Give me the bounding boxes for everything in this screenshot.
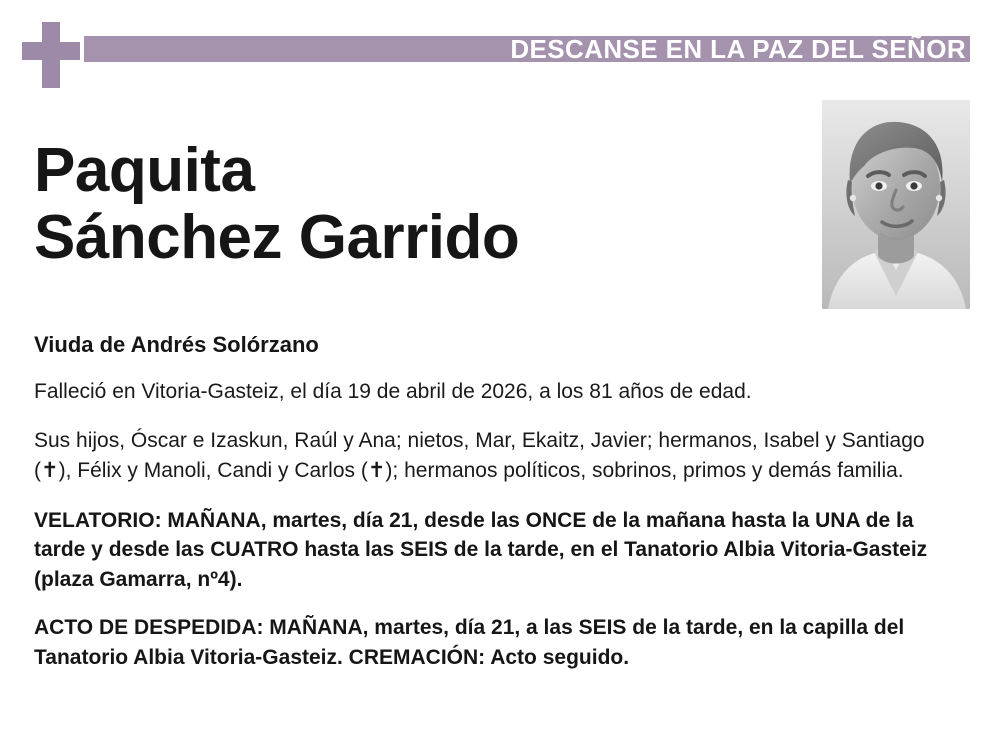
deceased-last-name: Sánchez Garrido [34,202,520,272]
surviving-family-line: Sus hijos, Óscar e Izaskun, Raúl y Ana; nietos, Mar, Ekaitz, Javier; hermanos, Isabel y Santiago (✝), Félix y Manoli, Candi y Carlos (✝); hermanos políticos, sobrinos, primos y demás familia. [34,429,925,482]
page-title [34,138,794,272]
header-band [0,0,984,96]
cross-icon [22,22,80,88]
banner-text: DESCANSE EN LA PAZ DEL SEÑOR [510,34,966,64]
cross-horizontal-bar [22,42,80,60]
portrait-photo [822,100,970,309]
obituary-body [34,332,950,673]
death-details-line: Falleció en Vitoria-Gasteiz, el día 19 de abril de 2026, a los 81 años de edad. [34,380,752,403]
deceased-first-name: Paquita [34,136,255,205]
spouse-relation-line: Viuda de Andrés Solórzano [34,332,319,357]
farewell-notice: ACTO DE DESPEDIDA: MAÑANA, martes, día 21, a las SEIS de la tarde, en la capilla del Tanatorio Albia Vitoria-Gasteiz. CREMACIÓN: Acto seguido. [34,616,905,669]
banner-ribbon [84,36,970,62]
wake-notice: VELATORIO: MAÑANA, martes, día 21, desde las ONCE de la mañana hasta la UNA de la tarde y desde las CUATRO hasta las SEIS de la tarde, en el Tanatorio Albia Vitoria-Gasteiz (plaza Gamarra, nº4). [34,508,928,592]
